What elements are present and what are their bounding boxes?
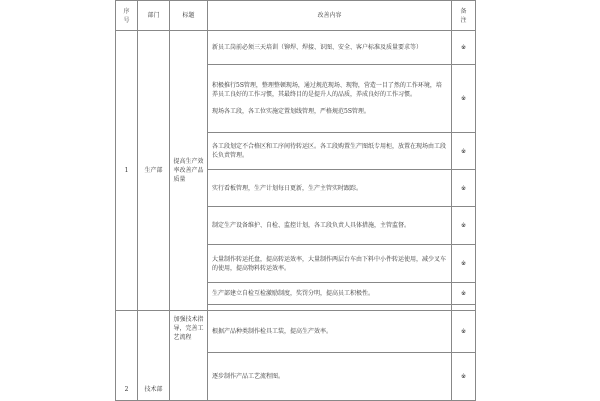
note-mark: ※: [452, 311, 476, 353]
note-mark: ※: [452, 31, 476, 65]
table-row: [116, 31, 476, 65]
improvement-item: 逐步制作产品工艺流程图。: [208, 353, 452, 401]
section-1-title: 提高生产效率改善产品质量: [170, 31, 208, 311]
header-note: 备注: [452, 1, 476, 31]
section-1-seq: 1: [116, 31, 138, 311]
improvement-item: 积极推行5S管理，整理整顿现场，通过规范现场、现物，营造一目了然的工作环境，培养员工良好的工作习惯，其最终目的是提升人的品质，养成良好的工作习惯。 现场各工段，各工位实施定置划线管理，严格规范5S管理。: [208, 65, 452, 133]
table-row: [116, 311, 476, 353]
improvement-item: 实行看板管理，生产计划每日更新，生产主管实时跟踪。: [208, 170, 452, 207]
note-mark: ※: [452, 283, 476, 305]
note-mark: ※: [452, 245, 476, 283]
note-mark: ※: [452, 353, 476, 401]
improvement-item: 大量制作转运托盘，提高转运效率，大量制作两层台车由下料中小件转运使用，减少叉车的使用，提高物料转运效率。: [208, 245, 452, 283]
section-2-title: 加强技术指导，完善工艺流程: [170, 311, 208, 401]
section-2-seq: 2: [116, 311, 138, 401]
note-mark: ※: [452, 170, 476, 207]
header-title: 标题: [170, 1, 208, 31]
header-content: 改善内容: [208, 1, 452, 31]
note-mark: ※: [452, 133, 476, 170]
header-row: [116, 1, 476, 31]
improvement-item: 生产部建立自检互检激励制度，奖罚分明，提高员工积极性。: [208, 283, 452, 305]
section-1-dept: 生产部: [138, 31, 170, 311]
header-dept: 部门: [138, 1, 170, 31]
improvement-item: 各工段划定不合格区和工序间待转运区。各工段购置生产图纸专用柜，放置在现场由工段长负责管理。: [208, 133, 452, 170]
improvement-plan-table: [115, 0, 476, 401]
note-mark: ※: [452, 207, 476, 245]
note-mark: ※: [452, 65, 476, 133]
improvement-item: 制定生产设备维护、自检、监控计划，各工段负责人具体措施，主管监督。: [208, 207, 452, 245]
improvement-item: 根据产品种类制作检具工装，提高生产效率。: [208, 311, 452, 353]
improvement-item: 新员工岗前必须三天培训（铆焊、焊接、识图、安全、客户标准及质量要求等）: [208, 31, 452, 65]
section-2-dept: 技术部: [138, 311, 170, 401]
header-seq: 序号: [116, 1, 138, 31]
